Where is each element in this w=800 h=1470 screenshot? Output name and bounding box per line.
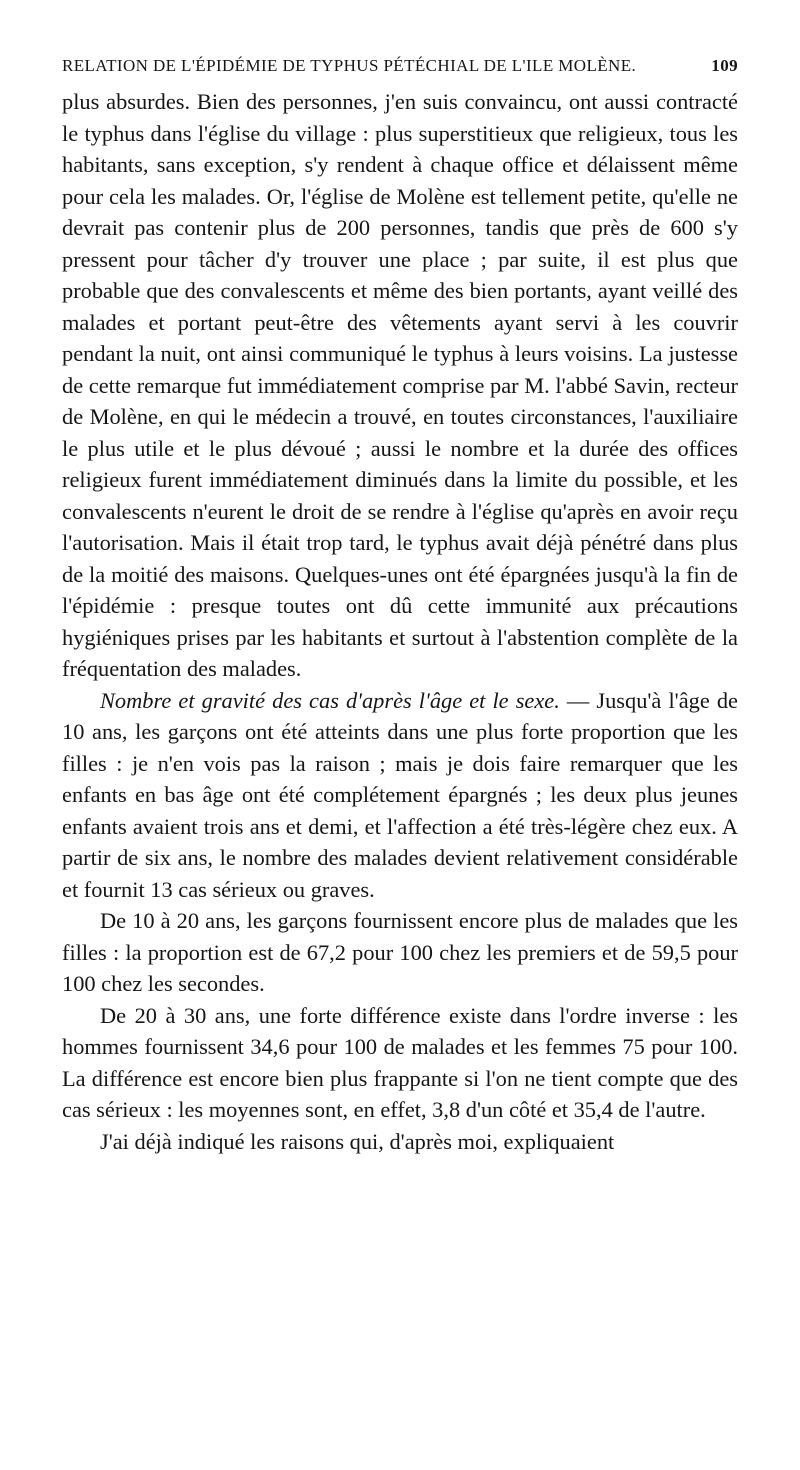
running-header [62, 56, 738, 86]
paragraph-5: J'ai déjà indiqué les raisons qui, d'après moi, expliquaient [100, 1128, 615, 1154]
page-number: 109 [711, 56, 738, 75]
paragraph-2 [62, 685, 738, 906]
paragraph-1: plus absurdes. Bien des personnes, j'en suis convaincu, ont aussi contracté le typhus dans l'église du village : plus superstitieux que religieux, tous les habitants, sans exception, s'y rendent à chaque office et délaissent même pour cela les malades. Or, l'église de Molène est tellement petite, qu'elle ne devrait pas contenir plus de 200 personnes, tandis que près de 600 s'y pressent pour tâcher d'y trouver une place ; par suite, il est plus que probable que des convalescents et même des bien portants, ayant veillé des malades et portant peut-être des vêtements ayant servi à les couvrir pendant la nuit, ont ainsi communiqué le typhus à leurs voisins. La justesse de cette remarque fut immédiatement comprise par M. l'abbé Savin, recteur de Molène, en qui le médecin a trouvé, en toutes circonstances, l'auxiliaire le plus utile et le plus dévoué ; aussi le nombre et la durée des offices religieux furent immédiatement diminués dans la limite du possible, et les convalescents n'eurent le droit de se rendre à l'église qu'après en avoir reçu l'autorisation. Mais il était trop tard, le typhus avait déjà pénétré dans plus de la moitié des maisons. Quelques-unes ont été épargnées jusqu'à la fin de l'épidémie : presque toutes ont dû cette immunité aux précautions hygiéniques prises par les habitants et surtout à l'abstention complète de la fréquentation des malades. [62, 89, 738, 681]
paragraph-4: De 20 à 30 ans, une forte différence existe dans l'ordre inverse : les hommes fournissent 34,6 pour 100 de malades et les femmes 75 pour 100. La différence est encore bien plus frappante si l'on ne tient compte que des cas sérieux : les moyennes sont, en effet, 3,8 d'un côté et 35,4 de l'autre. [62, 1002, 738, 1122]
body-text [62, 86, 738, 1157]
document-page [62, 56, 738, 1157]
paragraph-3: De 10 à 20 ans, les garçons fournissent encore plus de malades que les filles : la proportion est de 67,2 pour 100 chez les premiers et de 59,5 pour 100 chez les secondes. [62, 908, 738, 996]
section-heading: Nombre et gravité des cas d'après l'âge et le sexe. [100, 687, 560, 713]
running-title: RELATION DE L'ÉPIDÉMIE DE TYPHUS PÉTÉCHIAL DE L'ILE MOLÈNE. [62, 56, 637, 75]
paragraph-2-text: — Jusqu'à l'âge de 10 ans, les garçons ont été atteints dans une plus forte proportion que les filles : je n'en vois pas la raison ; mais je dois faire remarquer que les enfants en bas âge ont été complétement épargnés ; les deux plus jeunes enfants avaient trois ans et demi, et l'affection a été très-légère chez eux. A partir de six ans, le nombre des malades devient relativement considérable et fournit 13 cas sérieux ou graves. [62, 687, 738, 902]
